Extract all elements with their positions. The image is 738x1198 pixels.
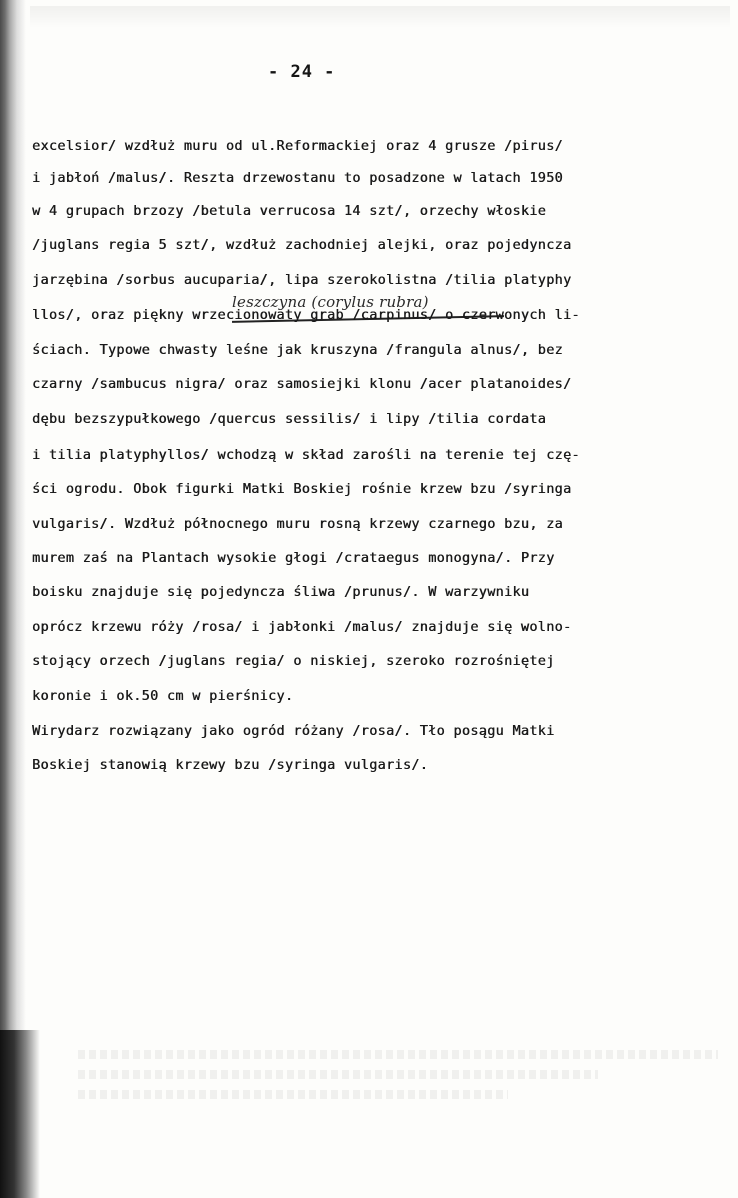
- show-through-text: [78, 1090, 508, 1099]
- text-line: oprócz krzewu róży /rosa/ i jabłonki /malus/ znajduje się wolno-: [32, 619, 572, 635]
- text-line: koronie i ok.50 cm w pierśnicy.: [32, 688, 294, 704]
- text-line: ściach. Typowe chwasty leśne jak kruszyna /frangula alnus/, bez: [32, 342, 563, 358]
- text-line: dębu bezszypułkowego /quercus sessilis/ i lipy /tilia cordata: [32, 411, 547, 427]
- text-line: Boskiej stanowią krzewy bzu /syringa vulgaris/.: [32, 757, 429, 773]
- text-line: murem zaś na Plantach wysokie głogi /crataegus monogyna/. Przy: [32, 550, 555, 566]
- text-line: vulgaris/. Wzdłuż północnego muru rosną krzewy czarnego bzu, za: [32, 516, 563, 532]
- text-line: boisku znajduje się pojedyncza śliwa /prunus/. W warzywniku: [32, 584, 530, 600]
- text-line: excelsior/ wzdłuż muru od ul.Reformackiej oraz 4 grusze /pirus/: [32, 138, 563, 154]
- text-line: llos/, oraz piękny wrzecionowaty grab /carpinus/ o czerwonych li-: [32, 307, 580, 323]
- text-line: Wirydarz rozwiązany jako ogród różany /rosa/. Tło posągu Matki: [32, 723, 555, 739]
- page-number: - 24 -: [268, 62, 336, 82]
- scan-edge-shadow: [0, 0, 26, 1198]
- show-through-text: [78, 1070, 598, 1079]
- scan-edge-shadow-dark: [0, 1030, 40, 1198]
- text-line: czarny /sambucus nigra/ oraz samosiejki klonu /acer platanoides/: [32, 376, 572, 392]
- scan-top-band: [30, 6, 730, 28]
- text-line: ści ogrodu. Obok figurki Matki Boskiej rośnie krzew bzu /syringa: [32, 481, 572, 497]
- text-line: jarzębina /sorbus aucuparia/, lipa szerokolistna /tilia platyphy: [32, 272, 572, 288]
- text-line: i tilia platyphyllos/ wchodzą w skład zarośli na terenie tej czę-: [32, 447, 580, 463]
- text-line: w 4 grupach brzozy /betula verrucosa 14 szt/, orzechy włoskie: [32, 203, 547, 219]
- show-through-text: [78, 1050, 718, 1059]
- text-line: i jabłoń /malus/. Reszta drzewostanu to posadzone w latach 1950: [32, 170, 563, 186]
- handwritten-insertion: leszczyna (corylus rubra): [232, 293, 429, 311]
- text-line: /juglans regia 5 szt/, wzdłuż zachodniej alejki, oraz pojedyncza: [32, 237, 572, 253]
- text-line: stojący orzech /juglans regia/ o niskiej, szeroko rozrośniętej: [32, 653, 555, 669]
